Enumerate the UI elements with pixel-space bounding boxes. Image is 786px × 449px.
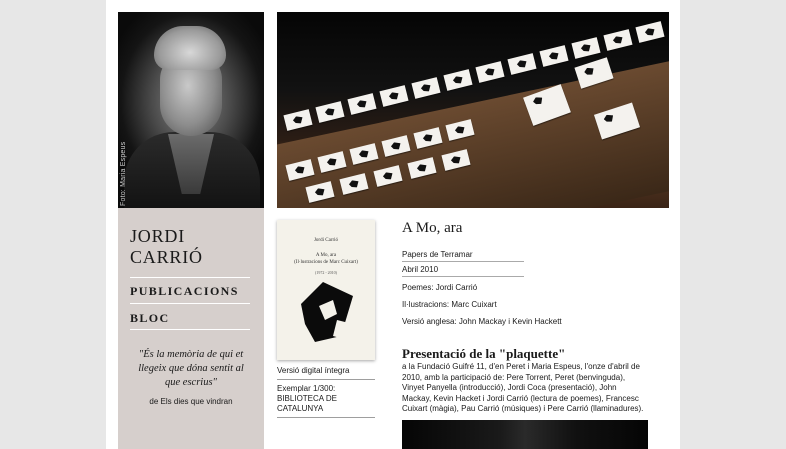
booklet-image [539, 45, 568, 67]
presentation-text: a la Fundació Guifré 11, d'en Peret i Maria Espeus, l'onze d'abril de 2010, amb la participació de: Pere Torrent, Peret (benvinguda), Vinyet Panyella (introducció), Jordi Coca (presentació), John Mackay, Kevin Hacket i Jordi Carrió (lectura de poemes), Francesc Cuixart (màgia), Pau Carrió (músiques) i Pere Carrió (llaminadures). [402, 362, 644, 413]
nav-separator [130, 303, 250, 304]
sidebar-quote: "És la memòria de qui et llegeix que dóna sentit al que escrius" [138, 349, 244, 388]
booklet-image [635, 21, 664, 43]
meta-separator [402, 276, 524, 277]
credit-poems: Poemes: Jordi Carrió [402, 283, 478, 292]
booklet-image [411, 77, 440, 99]
author-portrait [118, 12, 264, 208]
booklet-image [379, 85, 408, 107]
presentation-title: Presentació de la "plaquette" [402, 346, 566, 361]
nav-item-bloc[interactable]: BLOC [130, 311, 170, 325]
meta-separator [402, 261, 524, 262]
cover-author: Jordi Carrió [313, 238, 339, 243]
book-date: Abril 2010 [402, 265, 439, 274]
booklet-image [283, 109, 312, 131]
book-title: A Mo, ara [402, 220, 463, 236]
credit-illustrations: Il·lustracions: Marc Cuixart [402, 300, 497, 309]
booklet-image [603, 29, 632, 51]
presentation-video[interactable] [402, 420, 648, 449]
photo-credit: Foto: Maria Espeus [120, 141, 127, 206]
digital-version-link[interactable]: Versió digital íntegra [277, 366, 350, 375]
quote-source: de Els dies que vindran [149, 397, 233, 406]
copy-library-cont: CATALUNYA [277, 404, 324, 413]
cover-title [277, 252, 375, 266]
nav-item-publicacions[interactable]: PUBLICACIONS [130, 284, 239, 298]
book-cover[interactable] [277, 220, 375, 360]
hero-photo-booklets [277, 12, 669, 208]
credit-english-version: Versió anglesa: John Mackay i Kevin Hackett [402, 317, 562, 326]
author-name[interactable]: JORDI CARRIÓ [130, 226, 203, 267]
booklet-image [475, 61, 504, 83]
booklet-image [507, 53, 536, 75]
portrait-hair [154, 26, 226, 70]
cover-title-line: A Mo, ara [315, 253, 337, 258]
booklet-image [315, 101, 344, 123]
cover-dates: (1972 - 2010) [315, 270, 337, 275]
cover-illustration [297, 280, 357, 344]
nav-separator [130, 329, 250, 330]
cover-separator [277, 417, 375, 418]
booklet-image [571, 37, 600, 59]
cover-separator [277, 379, 375, 380]
nav-separator [130, 277, 250, 278]
booklet-image [347, 93, 376, 115]
booklet-image [443, 69, 472, 91]
copy-number: Exemplar 1/300: [277, 384, 336, 393]
book-publisher: Papers de Terramar [402, 250, 473, 259]
cover-subtitle-line: (Il·lustracions de Marc Cuixart) [294, 260, 358, 265]
copy-library: BIBLIOTECA DE [277, 394, 338, 403]
